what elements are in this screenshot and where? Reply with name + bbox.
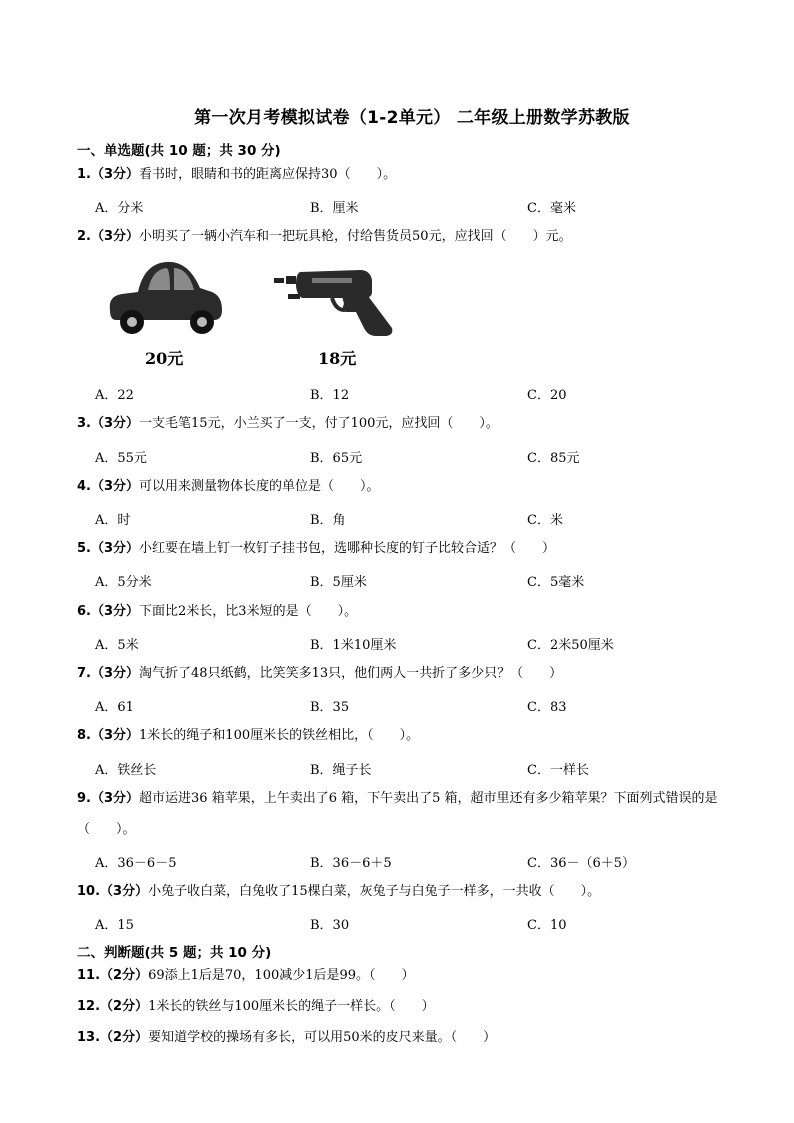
question-9	[77, 783, 727, 845]
option-c: C．米	[527, 513, 563, 528]
option-b: B．30	[310, 918, 350, 933]
question-score: （3分）	[90, 167, 140, 182]
car-price-label: 20元	[145, 349, 184, 368]
question-2	[77, 221, 727, 252]
option-b: B．厘米	[310, 201, 359, 216]
option-a: A．5分米	[95, 575, 152, 590]
question-number: 5.	[77, 541, 91, 556]
toy-car-image	[104, 258, 226, 336]
question-score: （3分）	[90, 229, 140, 244]
question-3	[77, 408, 727, 439]
option-c: C．83	[527, 700, 567, 715]
question-score: （3分）	[90, 728, 140, 743]
question-text: 淘气折了48只纸鹤，比笑笑多13只，他们两人一共折了多少只？（ ）	[139, 666, 563, 681]
toy-gun-image	[272, 264, 396, 340]
option-b: B．12	[310, 388, 350, 403]
option-b: B．5厘米	[310, 575, 367, 590]
question-number: 6.	[77, 604, 91, 619]
question-number: 11.	[77, 968, 101, 983]
question-10	[77, 876, 727, 907]
section-heading-single-choice: 一、单选题(共 10 题；共 30 分)	[77, 143, 281, 159]
option-c: C．一样长	[527, 763, 589, 778]
question-score: （3分）	[100, 884, 149, 899]
option-a: A．55元	[95, 451, 147, 466]
gun-price-label: 18元	[318, 349, 357, 368]
question-1	[77, 159, 727, 190]
question-score: （2分）	[100, 968, 149, 983]
question-text: 下面比2米长，比3米短的是（ ）。	[139, 604, 358, 619]
question-score: （3分）	[90, 479, 140, 494]
question-6	[77, 596, 727, 627]
question-7	[77, 658, 727, 689]
option-b: B．65元	[310, 451, 363, 466]
page-title: 第一次月考模拟试卷（1-2单元） 二年级上册数学苏教版	[194, 108, 630, 128]
question-8	[77, 720, 727, 751]
question-text: 一支毛笔15元，小兰买了一支，付了100元，应找回（ ）。	[139, 416, 499, 431]
option-c: C．36－（6＋5）	[527, 856, 636, 871]
question-text: 1米长的铁丝与100厘米长的绳子一样长。（ ）	[148, 999, 435, 1014]
option-b: B．1米10厘米	[310, 638, 397, 653]
question-number: 9.	[77, 791, 91, 806]
question-score: （3分）	[90, 604, 140, 619]
option-b: B．35	[310, 700, 350, 715]
question-text: 小兔子收白菜，白兔收了15棵白菜，灰兔子与白兔子一样多，一共收（ ）。	[148, 884, 601, 899]
question-number: 8.	[77, 728, 91, 743]
question-13	[77, 1022, 727, 1053]
question-text: 1米长的绳子和100厘米长的铁丝相比，（ ）。	[139, 728, 420, 743]
option-c: C．5毫米	[527, 575, 585, 590]
question-score: （3分）	[90, 541, 140, 556]
question-number: 2.	[77, 229, 91, 244]
question-score: （2分）	[100, 1030, 149, 1045]
option-a: A．22	[95, 388, 134, 403]
question-11	[77, 960, 727, 991]
question-score: （2分）	[100, 999, 149, 1014]
question-5	[77, 533, 727, 564]
option-c: C．2米50厘米	[527, 638, 614, 653]
option-b: B．绳子长	[310, 763, 372, 778]
question-text: 69添上1后是70，100减少1后是99。（ ）	[148, 968, 415, 983]
question-number: 1.	[77, 167, 91, 182]
question-text: 超市运进36 箱苹果，上午卖出了6 箱，下午卖出了5 箱，超市里还有多少箱苹果？下面列式错误的是（ ）。	[77, 791, 718, 837]
question-number: 13.	[77, 1030, 101, 1045]
question-text: 看书时，眼睛和书的距离应保持30（ ）。	[139, 167, 397, 182]
question-score: （3分）	[90, 666, 140, 681]
section-heading-true-false: 二、判断题(共 5 题；共 10 分)	[77, 945, 272, 961]
question-text: 要知道学校的操场有多长，可以用50米的皮尺来量。（ ）	[148, 1030, 497, 1045]
option-c: C．毫米	[527, 201, 576, 216]
option-a: A．61	[95, 700, 134, 715]
question-number: 3.	[77, 416, 91, 431]
question-number: 4.	[77, 479, 91, 494]
option-c: C．20	[527, 388, 567, 403]
option-a: A．时	[95, 513, 131, 528]
option-a: A．铁丝长	[95, 763, 157, 778]
option-a: A．5米	[95, 638, 139, 653]
question-number: 12.	[77, 999, 101, 1014]
option-a: A．15	[95, 918, 134, 933]
question-score: （3分）	[90, 416, 140, 431]
question-number: 7.	[77, 666, 91, 681]
question-text: 可以用来测量物体长度的单位是（ ）。	[139, 479, 380, 494]
option-b: B．角	[310, 513, 346, 528]
question-4	[77, 471, 727, 502]
option-c: C．10	[527, 918, 567, 933]
option-a: A．36－6－5	[95, 856, 177, 871]
question-score: （3分）	[90, 791, 140, 806]
option-a: A．分米	[95, 201, 144, 216]
question-number: 10.	[77, 884, 101, 899]
option-c: C．85元	[527, 451, 580, 466]
question-text: 小红要在墙上钉一枚钉子挂书包，选哪种长度的钉子比较合适？（ ）	[139, 541, 556, 556]
question-12	[77, 991, 727, 1022]
question-text: 小明买了一辆小汽车和一把玩具枪，付给售货员50元，应找回（ ）元。	[139, 229, 572, 244]
option-b: B．36－6＋5	[310, 856, 392, 871]
